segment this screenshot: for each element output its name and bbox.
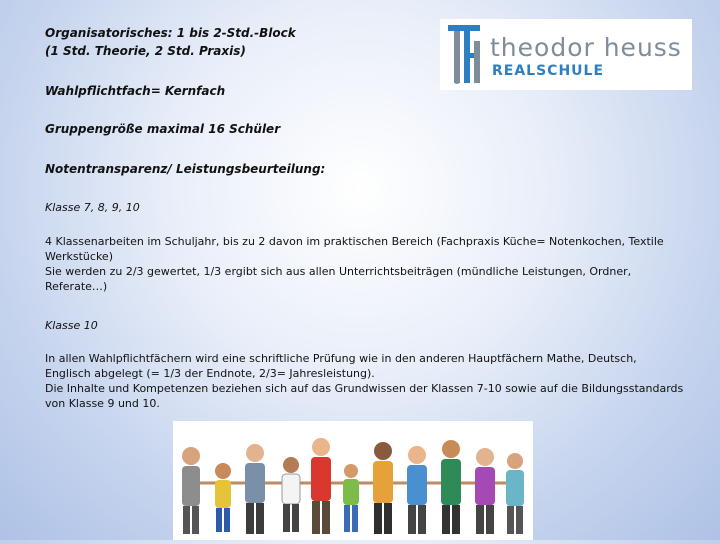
- logo-school-name: theodor heuss: [490, 33, 682, 62]
- pruefung-paragraph: [45, 351, 685, 411]
- notentransparenz-heading: Notentransparenz/ Leistungsbeurteilung:: [45, 162, 326, 176]
- inhalte-line: Die Inhalte und Kompetenzen beziehen sich auf das Grundwissen der Klassen 7-10 sowie auf die Bildungsstandards von Klasse 9 und 10.: [45, 382, 684, 410]
- person-figure: [343, 464, 359, 532]
- person-figure: [182, 447, 200, 534]
- klasse-10-label: Klasse 10: [45, 319, 98, 332]
- school-logo: [440, 19, 692, 90]
- gruppengroesse-text: Gruppengröße maximal 16 Schüler: [45, 122, 281, 136]
- logo-emblem-icon: [444, 19, 488, 90]
- person-figure: [407, 446, 427, 534]
- people-holding-hands-illustration: [173, 421, 533, 540]
- heading-stundenverteilung: (1 Std. Theorie, 2 Std. Praxis): [45, 44, 246, 58]
- klassenarbeiten-line: 4 Klassenarbeiten im Schuljahr, bis zu 2 davon im praktischen Bereich (Fachpraxis Küche= Notenkochen, Textile Werkstücke): [45, 235, 664, 263]
- person-figure: [311, 438, 331, 534]
- person-figure: [506, 453, 524, 534]
- person-figure: [245, 444, 265, 534]
- person-figure: [441, 440, 461, 534]
- heading-organisatorisches: Organisatorisches: 1 bis 2-Std.-Block: [45, 26, 296, 40]
- person-figure: [373, 442, 393, 534]
- klassenarbeiten-paragraph: [45, 234, 685, 294]
- klasse-7-10-label: Klasse 7, 8, 9, 10: [45, 201, 140, 214]
- person-figure: [282, 457, 300, 532]
- pruefung-line: In allen Wahlpflichtfächern wird eine schriftliche Prüfung wie in den anderen Hauptfächern Mathe, Deutsch, Englisch abgelegt (= 1/3 der Endnote, 2/3= Jahresleistung).: [45, 352, 637, 380]
- person-figure: [475, 448, 495, 534]
- wahlpflichtfach-text: Wahlpflichtfach= Kernfach: [45, 84, 226, 98]
- person-figure: [215, 463, 231, 532]
- people-illustration-svg: [173, 421, 533, 540]
- logo-school-type: REALSCHULE: [492, 63, 605, 79]
- gewichtung-line: Sie werden zu 2/3 gewertet, 1/3 ergibt sich aus allen Unterrichtsbeiträgen (mündliche Leistungen, Ordner, Referate…): [45, 265, 632, 293]
